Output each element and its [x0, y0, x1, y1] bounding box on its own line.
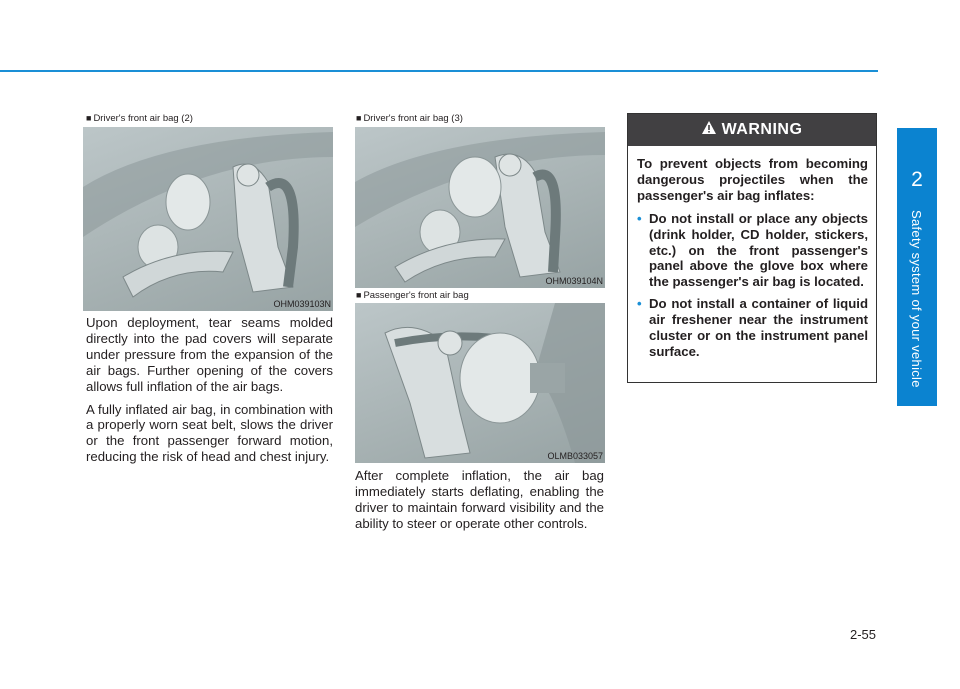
figure-caption-2 — [356, 113, 463, 124]
figure-code: OHM039103N — [273, 299, 331, 309]
warning-item: • Do not install or place any objects (drink holder, CD holder, stickers, etc.) on the front passenger's panel above the glove box where the passenger's air bag is located. — [637, 211, 868, 291]
figure-driver-airbag-3 — [355, 127, 605, 288]
warning-item: • Do not install a container of liquid air freshener near the instrument cluster or on the instrument panel surface. — [637, 296, 868, 360]
warning-header — [628, 114, 876, 146]
page-number: 2-55 — [849, 627, 876, 642]
caption-marker: ■ — [356, 113, 362, 123]
chapter-number: 2 — [911, 168, 923, 191]
warning-list — [637, 211, 868, 360]
warning-intro: To prevent objects from becoming dangerous projectiles when the passenger's air bag inflates: — [637, 156, 868, 203]
figure-code: OLMB033057 — [547, 451, 603, 461]
figure-caption-3 — [356, 290, 469, 301]
figure-caption-1 — [86, 113, 193, 124]
warning-triangle-icon — [702, 121, 716, 139]
figure-driver-airbag-2 — [83, 127, 333, 311]
column-2-text — [355, 468, 604, 539]
paragraph: A fully inflated air bag, in combination with a properly worn seat belt, slows the driver or the front passenger forward motion, reducing the risk of head and chest injury. — [86, 401, 333, 465]
caption-text: Driver's front air bag (2) — [93, 113, 193, 124]
warning-title: WARNING — [721, 121, 803, 138]
warning-box — [627, 113, 877, 383]
caption-marker: ■ — [356, 290, 362, 300]
chapter-title: Safety system of your vehicle — [909, 210, 924, 388]
figure-passenger-airbag — [355, 303, 605, 463]
caption-marker: ■ — [86, 113, 92, 123]
caption-text: Passenger's front air bag — [363, 290, 469, 301]
header-rule — [0, 70, 878, 72]
caption-text: Driver's front air bag (3) — [363, 113, 463, 124]
column-1-text — [86, 315, 333, 472]
paragraph: Upon deployment, tear seams molded directly into the pad covers will separate under pressure from the expansion of the air bags. Further opening of the covers allows full inflation of the air bags. — [86, 315, 333, 394]
warning-body — [628, 146, 876, 360]
figure-code: OHM039104N — [545, 276, 603, 286]
chapter-tab — [897, 128, 937, 406]
paragraph: After complete inflation, the air bag immediately starts deflating, enabling the driver to maintain forward visibility and the ability to steer or operate other controls. — [355, 468, 604, 531]
